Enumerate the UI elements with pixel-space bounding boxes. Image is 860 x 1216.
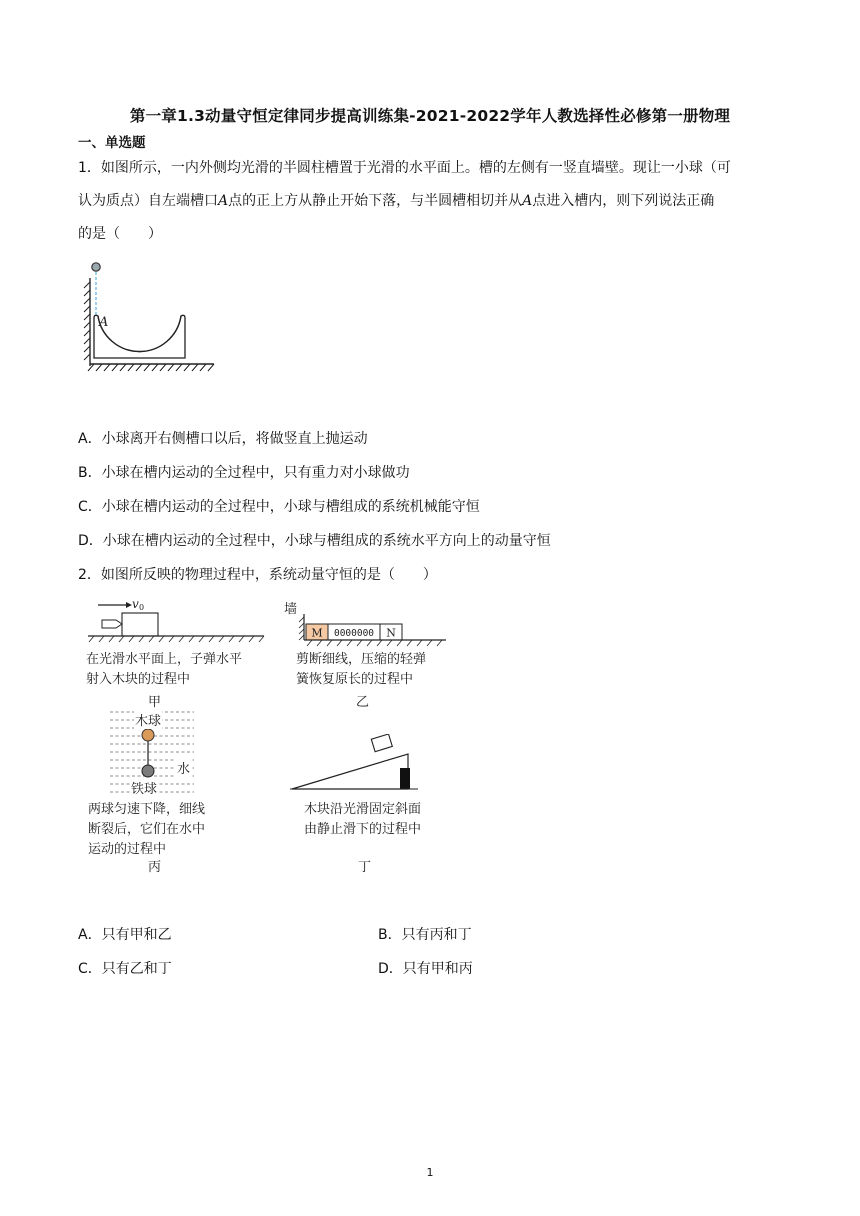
figure-yi-spring-system <box>290 614 450 650</box>
wood-ball-icon <box>142 729 154 741</box>
q2-option-c[interactable]: C．只有乙和丁 <box>78 961 172 977</box>
water-label: 水 <box>176 758 191 777</box>
q1-option-c[interactable]: C．小球在槽内运动的全过程中，小球与槽组成的系统机械能守恒 <box>78 499 480 515</box>
ball-icon <box>92 263 100 271</box>
figure-ding-label: 丁 <box>358 860 372 875</box>
block-n-label: N <box>386 626 396 640</box>
page-number: 1 <box>426 1166 434 1179</box>
q1-option-a[interactable]: A．小球离开右侧槽口以后，将做竖直上抛运动 <box>78 431 368 447</box>
section-heading: 一、单选题 <box>78 135 146 151</box>
iron-ball-icon <box>142 765 154 777</box>
question-2: 2．如图所反映的物理过程中，系统动量守恒的是（ ） <box>78 567 437 583</box>
velocity-subscript: 0 <box>139 603 145 612</box>
wood-block <box>122 613 158 636</box>
wall-hatching <box>84 282 90 360</box>
question-1 <box>78 152 784 251</box>
question-1-number: 1． <box>78 160 101 176</box>
q1-option-b[interactable]: B．小球在槽内运动的全过程中，只有重力对小球做功 <box>78 465 410 481</box>
velocity-label: v <box>132 597 139 611</box>
bullet-shape <box>102 620 122 628</box>
question-1-line-2: 认为质点）自左端槽口A点的正上方从静止开始下落，与半圆槽相切并从A点进入槽内，则下列说法正确 <box>78 193 715 209</box>
q2-option-a[interactable]: A．只有甲和乙 <box>78 927 172 943</box>
figure-jia-caption: 在光滑水平面上，子弹水平 射入木块的过程中 <box>86 652 243 687</box>
document-title: 第一章1.3动量守恒定律同步提高训练集-2021-2022学年人教选择性必修第一册物理 <box>129 107 731 125</box>
figure-ding-caption: 木块沿光滑固定斜面 由静止滑下的过程中 <box>304 802 422 837</box>
point-a-label: A <box>218 193 229 209</box>
sliding-block <box>371 734 392 752</box>
wall-text-label: 墙 <box>284 602 298 617</box>
figure-jia-bullet-block <box>86 596 266 646</box>
wood-ball-label: 木球 <box>134 710 162 729</box>
iron-ball-label: 铁球 <box>130 778 158 797</box>
figure-bing-caption: 两球匀速下降，细线 断裂后，它们在水中 运动的过程中 <box>88 802 206 857</box>
q2-option-d[interactable]: D．只有甲和丙 <box>378 961 473 977</box>
point-a-label: A <box>522 193 533 209</box>
q1-option-d[interactable]: D．小球在槽内运动的全过程中，小球与槽组成的系统水平方向上的动量守恒 <box>78 533 551 549</box>
half-cylinder-trough-figure <box>78 258 218 376</box>
spring-coils: 0000000 <box>333 628 375 639</box>
figure-jia-label: 甲 <box>148 695 162 710</box>
question-2-number: 2． <box>78 567 101 583</box>
block-m-label: M <box>311 626 323 640</box>
q2-option-b[interactable]: B．只有丙和丁 <box>378 927 472 943</box>
incline-plane <box>292 754 408 789</box>
ground-hatching <box>88 364 214 371</box>
figure-bing-label: 丙 <box>148 860 162 875</box>
figure-ding-incline <box>290 734 420 796</box>
figure-yi-label: 乙 <box>356 695 370 710</box>
support-block <box>400 768 410 789</box>
figure-point-a: A <box>99 315 109 330</box>
question-1-line-1: 1．如图所示，一内外侧均光滑的半圆柱槽置于光滑的水平面上。槽的左侧有一竖直墙壁。现让一小球（可 <box>78 160 731 176</box>
question-1-line-3: 的是（ ） <box>78 226 162 242</box>
figure-yi-caption: 剪断细线，压缩的轻弹 簧恢复原长的过程中 <box>296 652 427 687</box>
